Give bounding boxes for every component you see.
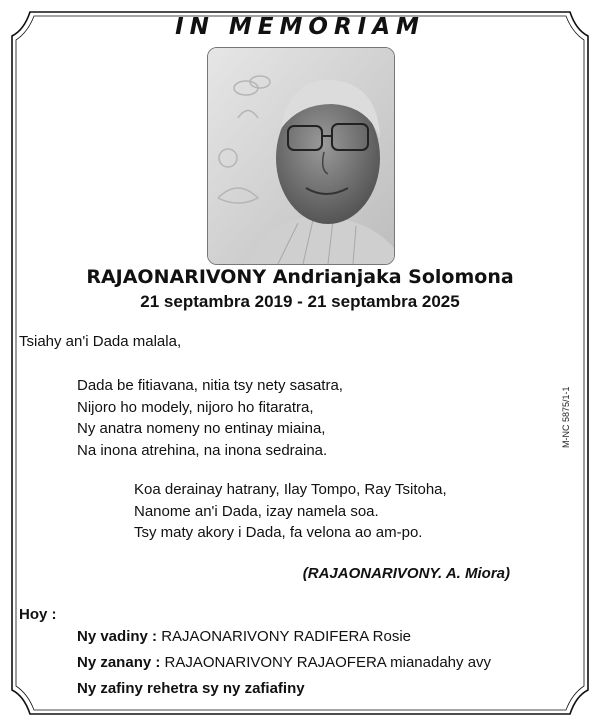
family-label: Ny vadiny : (77, 628, 158, 645)
family-value: RAJAONARIVONY RADIFERA Rosie (161, 628, 411, 645)
family-spouse (77, 628, 411, 645)
poem-stanza-2 (134, 479, 447, 544)
portrait-photo (207, 47, 395, 265)
family-children (77, 654, 491, 671)
poem-line: Ny anatra nomeny no entinay miaina, (77, 420, 326, 437)
poem-line: Koa derainay hatrany, Ilay Tompo, Ray Tsitoha, (134, 481, 447, 498)
greeting-line: Tsiahy an'i Dada malala, (19, 333, 182, 350)
signature: (RAJAONARIVONY. A. Miora) (302, 565, 510, 582)
ad-reference-code: M-NC 5875/1-1 (561, 386, 571, 448)
portrait-illustration (208, 48, 394, 264)
family-label: Ny zafiny rehetra sy ny zafiafiny (77, 680, 305, 697)
family-grandchildren (77, 680, 305, 697)
memoriam-heading: IN MEMORIAM (175, 14, 425, 40)
poem-line: Dada be fitiavana, nitia tsy nety sasatra, (77, 377, 343, 394)
poem-line: Nijoro ho modely, nijoro ho fitaratra, (77, 398, 314, 416)
poem-line: Na inona atrehina, na inona sedraina. (77, 441, 328, 459)
family-label: Ny zanany : (77, 654, 161, 671)
hoy-label: Hoy : (19, 606, 57, 623)
poem-stanza-1 (77, 375, 343, 461)
memorial-dates: 21 septambra 2019 - 21 septambra 2025 (140, 292, 460, 311)
family-value: RAJAONARIVONY RAJAOFERA mianadahy avy (164, 654, 492, 671)
deceased-name: RAJAONARIVONY Andrianjaka Solomona (86, 266, 514, 288)
poem-line: Nanome an'i Dada, izay namela soa. (134, 502, 379, 520)
poem-line: Tsy maty akory i Dada, fa velona ao am-po. (134, 524, 423, 541)
